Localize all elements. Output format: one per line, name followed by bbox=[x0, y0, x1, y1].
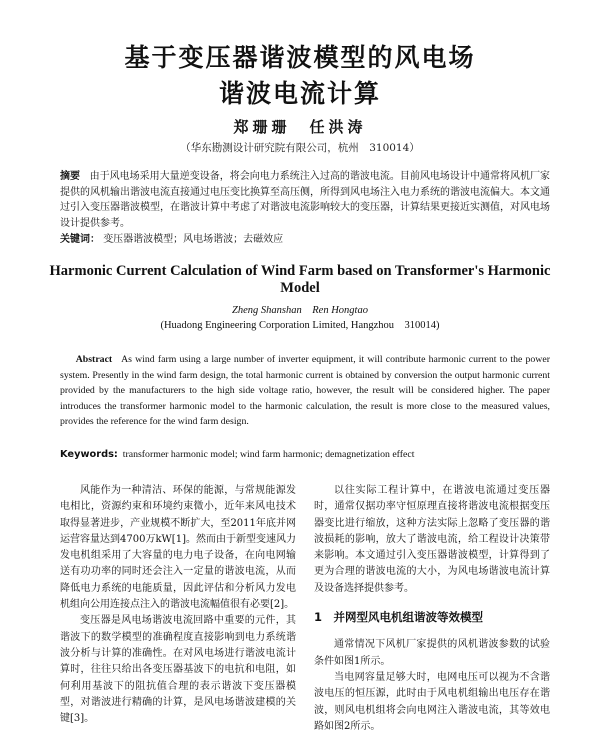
english-affiliation: (Huadong Engineering Corporation Limited, Hangzhou 310014) bbox=[160, 320, 440, 331]
english-keywords bbox=[60, 449, 550, 460]
chinese-authors: 郑珊珊 任洪涛 bbox=[233, 118, 367, 136]
body-paragraph: 变压器是风电场谐波电流回路中重要的元件，其谐波下的数学模型的准确程度直接影响到电力系统谐波分析与计算的准确性。在对风电场进行谐波电流计算时，往往只给出各变压器基波下的电抗和电阻，如何利用基波下的阻抗值合理的表示谐波下变压器模型，对谐波进行精确的计算，是风电场谐波建模的关键[3]。 bbox=[60, 615, 296, 725]
english-title: Harmonic Current Calculation of Wind Farm based on Transformer's Harmonic Model bbox=[49, 263, 551, 296]
english-abstract bbox=[60, 352, 550, 430]
body-paragraph: 以往实际工程计算中，在谐波电流通过变压器时，通常仅据功率守恒原理直接将谐波电流根据变压器变比进行缩放，这种方法实际上忽略了变压器的谐波损耗的影响，放大了谐波电流，给工程设计决策带来影响。本文通过引入变压器谐波模型，计算得到了更为合理的谐波电流的大小，为风电场谐波电流计算及设备选择提供参考。 bbox=[314, 485, 550, 594]
body-right-column bbox=[314, 483, 550, 735]
body-left-column bbox=[60, 483, 296, 727]
chinese-title-line-1: 基于变压器谐波模型的风电场 bbox=[124, 43, 476, 72]
body-paragraph: 风能作为一种清洁、环保的能源，与常规能源发电相比，资源约束和环境约束微小，近年来风电技术取得显著进步，产业规模不断扩大，至2011年底并网运营容量达到4700万kW[1]。然而由于新型变速风力发电机组采用了大容量的电力电子设备，在向电网输送有功功率的同时还会注入一定量的谐波电流，从而降低电力系统的电能质量，因此评估和分析风力发电机组向公用连接点注入的谐波电流幅值很有必要[2]。 bbox=[60, 485, 296, 611]
chinese-keywords-text: 变压器谐波模型；风电场谐波；去磁效应 bbox=[103, 234, 284, 245]
chinese-affiliation: （华东勘测设计研究院有限公司，杭州 310014） bbox=[180, 142, 420, 154]
chinese-abstract bbox=[60, 169, 550, 231]
english-abstract-label: Abstract bbox=[75, 354, 113, 365]
chinese-abstract-label: 摘要 bbox=[60, 171, 81, 182]
body-paragraph: 通常情况下风机厂家提供的风机谐波参数的试验条件如图1所示。 bbox=[314, 639, 550, 667]
chinese-keywords bbox=[60, 232, 550, 247]
body-paragraph: 当电网容量足够大时，电网电压可以视为不含谐波电压的恒压源，此时由于风电机组输出电压存在谐波，则风电机组将会向电网注入谐波电流，其等效电路如图2所示。 bbox=[314, 671, 550, 732]
chinese-title-line-2: 谐波电流计算 bbox=[218, 79, 381, 108]
chinese-keywords-label: 关键词： bbox=[60, 234, 100, 245]
english-abstract-text: As wind farm using a large number of inverter equipment, it will contribute harmonic current to the power system. Presently in the wind farm design, the total harmonic current is obtained by conversion the output harmonic current provided by the manufacturers to the high side voltage ratio, however, the result will be considered higher. The paper introduces the transformer harmonic model to the harmonic calculation, the result is more close to the measured values, provides the reference for the wind farm design. bbox=[60, 354, 550, 428]
english-authors: Zheng Shanshan Ren Hongtao bbox=[232, 305, 368, 316]
english-keywords-text: transformer harmonic model; wind farm harmonic; demagnetization effect bbox=[122, 449, 415, 460]
chinese-abstract-text: 由于风电场采用大量逆变设备，将会向电力系统注入过高的谐波电流。目前风电场设计中通常将风机厂家提供的风机输出谐波电流直接通过电压变比换算至高压侧，所得到风电场注入电力系统的谐波电流偏大。本文通过引入变压器谐波模型，在谐波计算中考虑了对谐波电流影响较大的变压器，计算结果更接近实测值，对风电场设计提供参考。 bbox=[60, 171, 551, 229]
section-heading: 1 并网型风电机组谐波等效模型 bbox=[314, 610, 483, 625]
english-keywords-label: Keywords: bbox=[60, 449, 118, 460]
